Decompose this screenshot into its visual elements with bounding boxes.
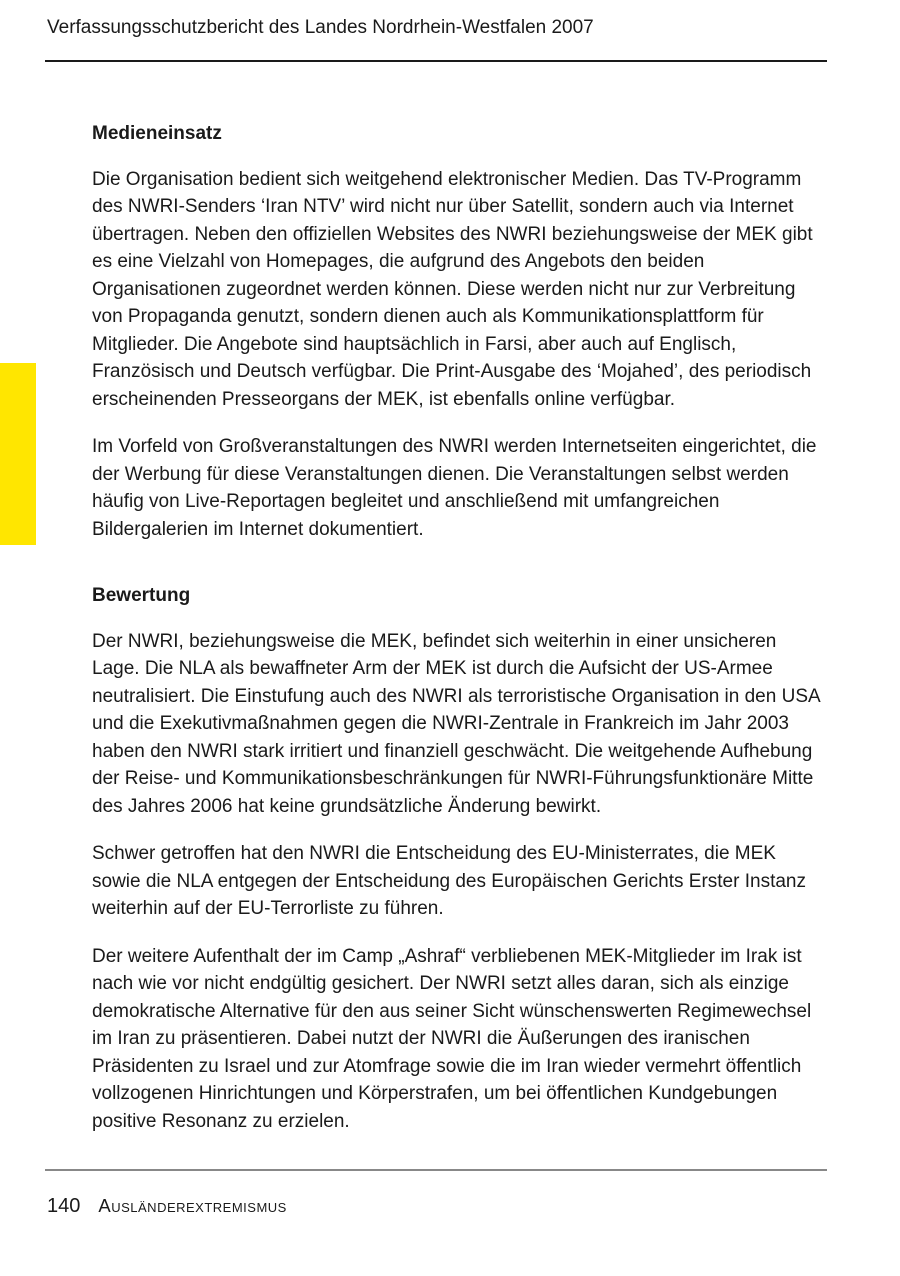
footer-divider	[45, 1169, 827, 1171]
section-heading-medieneinsatz: Medieneinsatz	[92, 123, 222, 144]
paragraph-bewertung-3: Der weitere Aufenthalt der im Camp „Ashraf“ verbliebenen MEK-Mitglieder im Irak ist nach wie vor nicht endgültig gesichert. Der NWRI setzt alles daran, sich als einzige demokratische Alternative für den aus seiner Sicht wünschenswerten Regimewechsel im Iran zu präsentieren. Dabei nutzt der NWRI die Äußerungen des iranischen Präsidenten zu Israel und zur Atomfrage sowie die im Iran wieder vermehrt öffentlich vollzogenen Hinrichtungen und Körperstrafen, um bei öffentlichen Kundgebungen positive Resonanz zu erzielen.	[92, 945, 812, 1132]
margin-highlight-marker	[0, 363, 36, 545]
page-footer	[47, 1194, 287, 1218]
body-text-column	[92, 120, 828, 1155]
paragraph-bewertung-1: Der NWRI, beziehungsweise die MEK, befindet sich weiterhin in einer unsicheren Lage. Die NLA als bewaffneter Arm der MEK ist durch die Aufsicht der US-Armee neutralisiert. Die Einstufung auch des NWRI als terroristische Organisation in den USA und die Exekutivmaßnahmen gegen die NWRI-Zentrale in Frankreich im Jahr 2003 haben den NWRI stark irritiert und finanziell geschwächt. Die weitgehende Aufhebung der Reise- und Kommunikationsbeschränkungen für NWRI-Führungsfunktionäre Mitte des Jahres 2006 hat keine grundsätzliche Änderung bewirkt.	[92, 630, 820, 817]
paragraph-medien-1: Die Organisation bedient sich weitgehend elektronischer Medien. Das TV-Programm des NWRI-Senders ‘Iran NTV’ wird nicht nur über Satellit, sondern auch via Internet übertragen. Neben den offiziellen Websites des NWRI beziehungsweise der MEK gibt es eine Vielzahl von Homepages, die aufgrund des Angebots den beiden Organisationen zugeordnet werden können. Diese werden nicht nur zur Verbreitung von Propaganda genutzt, sondern dienen auch als Kommunikationsplattform für Mitglieder. Die Angebote sind hauptsächlich in Farsi, aber auch auf Englisch, Französisch und Deutsch verfügbar. Die Print-Ausgabe des ‘Mojahed’, des periodisch erscheinenden Presseorgans der MEK, ist ebenfalls online verfügbar.	[92, 168, 813, 410]
section-heading-bewertung: Bewertung	[92, 585, 191, 606]
footer-section-label: Ausländerextremismus	[98, 1195, 287, 1216]
page-number: 140	[47, 1195, 81, 1217]
header-divider	[45, 60, 827, 62]
paragraph-bewertung-2: Schwer getroffen hat den NWRI die Entscheidung des EU-Ministerrates, die MEK sowie die NLA entgegen der Entscheidung des Europäischen Gerichts Erster Instanz weiterhin auf der EU-Terrorliste zu führen.	[92, 843, 806, 919]
running-header-title: Verfassungsschutzbericht des Landes Nordrhein-Westfalen 2007	[47, 17, 594, 38]
paragraph-medien-2: Im Vorfeld von Großveranstaltungen des NWRI werden Internetseiten eingerichtet, die der Werbung für diese Veranstaltungen dienen. Die Veranstaltungen selbst werden häufig von Live-Reportagen begleitet und anschließend mit umfangreichen Bildergalerien im Internet dokumentiert.	[92, 436, 817, 540]
